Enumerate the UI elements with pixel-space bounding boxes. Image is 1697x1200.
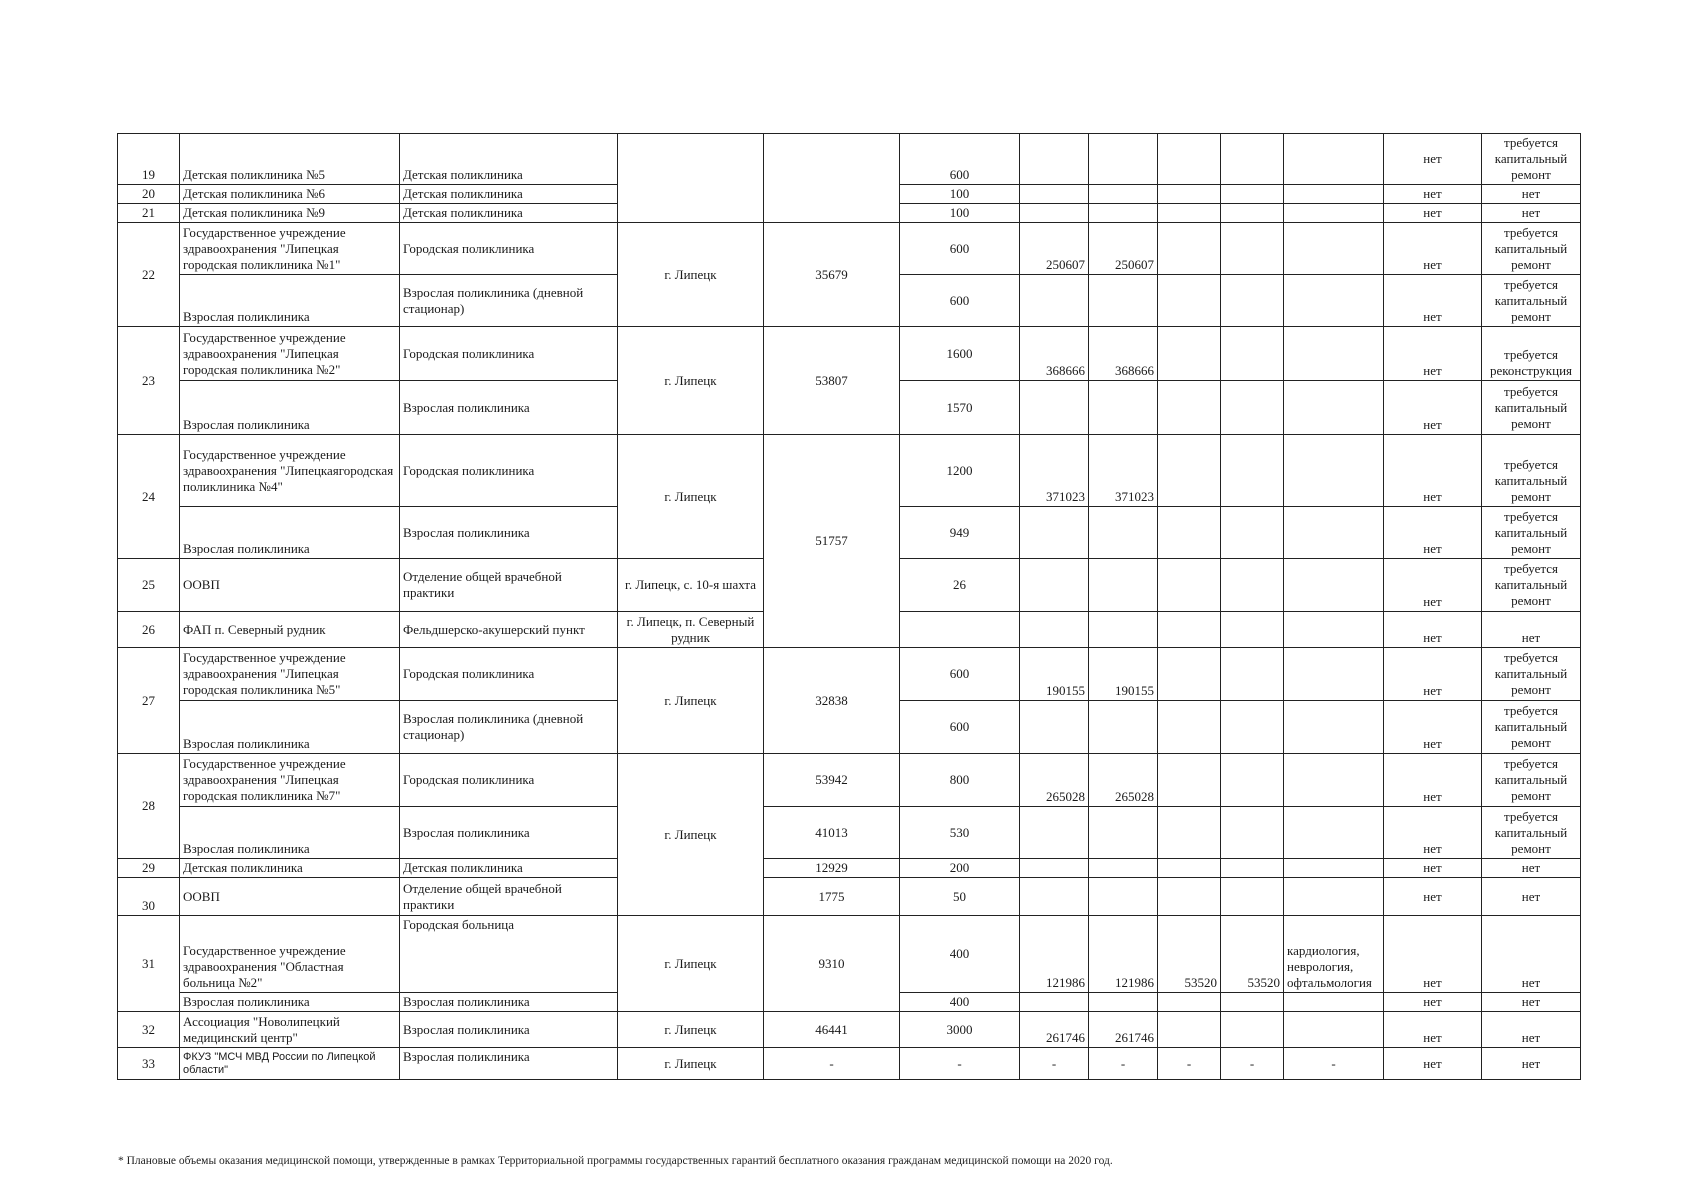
capacity-cell: 600 <box>900 223 1020 275</box>
locality-cell: г. Липецк, с. 10-я шахта <box>618 559 764 612</box>
population-cell <box>764 134 900 223</box>
need-cell: требуется реконструкция <box>1482 327 1581 381</box>
value-cell: 190155 <box>1020 648 1089 701</box>
table-row <box>118 1048 1581 1080</box>
row-number: 25 <box>118 559 180 612</box>
population-cell: 35679 <box>764 223 900 327</box>
facility-type: Взрослая поликлиника <box>400 807 618 859</box>
need-cell: требуется капитальный ремонт <box>1482 807 1581 859</box>
facility-type: Взрослая поликлиника <box>400 1012 618 1048</box>
table-row <box>118 859 1581 878</box>
facility-name: ФАП п. Северный рудник <box>180 612 400 648</box>
row-number: 21 <box>118 204 180 223</box>
need-cell: требуется капитальный ремонт <box>1482 223 1581 275</box>
value-cell: 53520 <box>1221 916 1284 993</box>
facility-name: Государственное учреждение здравоохранения "Липецкая городская поликлиника №1" <box>180 223 400 275</box>
capacity-cell: 1570 <box>900 381 1020 435</box>
population-cell: 9310 <box>764 916 900 1012</box>
service-cell: нет <box>1384 859 1482 878</box>
capacity-cell: 949 <box>900 507 1020 559</box>
facility-type: Взрослая поликлиника <box>400 381 618 435</box>
service-cell: нет <box>1384 807 1482 859</box>
row-number: 27 <box>118 648 180 754</box>
row-number: 31 <box>118 916 180 1012</box>
value-cell: - <box>1020 1048 1089 1080</box>
table-row <box>118 134 1581 185</box>
need-cell: нет <box>1482 878 1581 916</box>
capacity-cell: 100 <box>900 204 1020 223</box>
locality-cell: г. Липецк <box>618 1048 764 1080</box>
row-number: 20 <box>118 185 180 204</box>
locality-cell: г. Липецк <box>618 754 764 916</box>
facility-type: Детская поликлиника <box>400 185 618 204</box>
service-cell: нет <box>1384 559 1482 612</box>
row-number: 23 <box>118 327 180 435</box>
service-cell: нет <box>1384 916 1482 993</box>
capacity-cell: 26 <box>900 559 1020 612</box>
row-number: 30 <box>118 878 180 916</box>
service-cell: нет <box>1384 204 1482 223</box>
facility-type: Детская поликлиника <box>400 204 618 223</box>
facility-name: Государственное учреждение здравоохранения "Липецкая городская поликлиника №7" <box>180 754 400 807</box>
table-row <box>118 648 1581 701</box>
need-cell: требуется капитальный ремонт <box>1482 754 1581 807</box>
need-cell: нет <box>1482 185 1581 204</box>
service-cell: нет <box>1384 275 1482 327</box>
capacity-cell: 600 <box>900 701 1020 754</box>
service-cell: нет <box>1384 185 1482 204</box>
facility-name: ФКУЗ "МСЧ МВД России по Липецкой области" <box>180 1048 400 1080</box>
capacity-cell: 600 <box>900 648 1020 701</box>
service-cell: нет <box>1384 701 1482 754</box>
population-cell: 1775 <box>764 878 900 916</box>
service-cell: нет <box>1384 612 1482 648</box>
row-number: 29 <box>118 859 180 878</box>
row-number: 22 <box>118 223 180 327</box>
value-cell: 53520 <box>1158 916 1221 993</box>
facility-type: Городская поликлиника <box>400 435 618 507</box>
facility-name: ООВП <box>180 878 400 916</box>
need-cell: требуется капитальный ремонт <box>1482 134 1581 185</box>
profile-cell: - <box>1284 1048 1384 1080</box>
value-cell: 371023 <box>1020 435 1089 507</box>
facility-type: Отделение общей врачебной практики <box>400 559 618 612</box>
medical-facilities-table <box>117 133 1581 1080</box>
need-cell: требуется капитальный ремонт <box>1482 648 1581 701</box>
value-cell: 121986 <box>1089 916 1158 993</box>
facility-name: Взрослая поликлиника <box>180 701 400 754</box>
capacity-cell: 50 <box>900 878 1020 916</box>
register-table-container <box>117 133 1581 1080</box>
facility-type: Городская поликлиника <box>400 754 618 807</box>
facility-name: Взрослая поликлиника <box>180 507 400 559</box>
locality-cell: г. Липецк <box>618 916 764 1012</box>
service-cell: нет <box>1384 1048 1482 1080</box>
population-cell: 41013 <box>764 807 900 859</box>
footnote: * Плановые объемы оказания медицинской помощи, утвержденные в рамках Территориальной программы государственных гарантий бесплатного оказания гражданам медицинской помощи на 2020 год. <box>118 1155 1113 1167</box>
facility-type: Взрослая поликлиника (дневной стационар) <box>400 275 618 327</box>
facility-type: Городская поликлиника <box>400 327 618 381</box>
need-cell: требуется капитальный ремонт <box>1482 435 1581 507</box>
facility-type: Взрослая поликлиника (дневной стационар) <box>400 701 618 754</box>
population-cell: 53807 <box>764 327 900 435</box>
facility-name: Взрослая поликлиника <box>180 993 400 1012</box>
need-cell: требуется капитальный ремонт <box>1482 701 1581 754</box>
capacity-cell: 400 <box>900 993 1020 1012</box>
facility-type: Городская поликлиника <box>400 648 618 701</box>
value-cell: - <box>1158 1048 1221 1080</box>
need-cell: нет <box>1482 204 1581 223</box>
facility-name: Взрослая поликлиника <box>180 275 400 327</box>
facility-type: Взрослая поликлиника <box>400 993 618 1012</box>
capacity-cell: 800 <box>900 754 1020 807</box>
service-cell: нет <box>1384 223 1482 275</box>
facility-type: Детская поликлиника <box>400 134 618 185</box>
row-number: 26 <box>118 612 180 648</box>
facility-name: Детская поликлиника <box>180 859 400 878</box>
capacity-cell: 1600 <box>900 327 1020 381</box>
table-row <box>118 878 1581 916</box>
facility-name: Взрослая поликлиника <box>180 381 400 435</box>
table-row <box>118 1012 1581 1048</box>
service-cell: нет <box>1384 754 1482 807</box>
capacity-cell: 600 <box>900 275 1020 327</box>
capacity-cell: 3000 <box>900 1012 1020 1048</box>
service-cell: нет <box>1384 134 1482 185</box>
table-row <box>118 916 1581 993</box>
population-cell: 12929 <box>764 859 900 878</box>
facility-name: Государственное учреждение здравоохранения "Липецкая городская поликлиника №5" <box>180 648 400 701</box>
capacity-cell: 600 <box>900 134 1020 185</box>
service-cell: нет <box>1384 327 1482 381</box>
table-row <box>118 327 1581 381</box>
locality-cell: г. Липецк <box>618 223 764 327</box>
capacity-cell: 400 <box>900 916 1020 993</box>
population-cell: 32838 <box>764 648 900 754</box>
service-cell: нет <box>1384 381 1482 435</box>
population-cell: 46441 <box>764 1012 900 1048</box>
row-number: 33 <box>118 1048 180 1080</box>
row-number: 24 <box>118 435 180 559</box>
need-cell: нет <box>1482 859 1581 878</box>
need-cell: требуется капитальный ремонт <box>1482 381 1581 435</box>
service-cell: нет <box>1384 507 1482 559</box>
capacity-cell: 200 <box>900 859 1020 878</box>
locality-cell <box>618 134 764 223</box>
facility-name: Ассоциация "Новолипецкий медицинский центр" <box>180 1012 400 1048</box>
need-cell: нет <box>1482 1048 1581 1080</box>
value-cell: 190155 <box>1089 648 1158 701</box>
facility-name: Детская поликлиника №5 <box>180 134 400 185</box>
facility-type: Взрослая поликлиника <box>400 507 618 559</box>
value-cell: 265028 <box>1089 754 1158 807</box>
table-row <box>118 754 1581 807</box>
value-cell: 368666 <box>1020 327 1089 381</box>
capacity-cell: 100 <box>900 185 1020 204</box>
facility-name: Государственное учреждение здравоохранения "Областная больница №2" <box>180 916 400 993</box>
locality-cell: г. Липецк <box>618 327 764 435</box>
locality-cell: г. Липецк <box>618 648 764 754</box>
locality-cell: г. Липецк <box>618 1012 764 1048</box>
need-cell: нет <box>1482 916 1581 993</box>
value-cell: 250607 <box>1089 223 1158 275</box>
need-cell: нет <box>1482 612 1581 648</box>
need-cell: требуется капитальный ремонт <box>1482 275 1581 327</box>
population-cell: 51757 <box>764 435 900 648</box>
need-cell: требуется капитальный ремонт <box>1482 559 1581 612</box>
value-cell: - <box>1221 1048 1284 1080</box>
value-cell: 265028 <box>1020 754 1089 807</box>
row-number: 28 <box>118 754 180 859</box>
population-cell: - <box>764 1048 900 1080</box>
value-cell: 368666 <box>1089 327 1158 381</box>
service-cell: нет <box>1384 993 1482 1012</box>
capacity-cell: 530 <box>900 807 1020 859</box>
capacity-cell: - <box>900 1048 1020 1080</box>
facility-name: ООВП <box>180 559 400 612</box>
profile-cell: кардиология, неврология, офтальмология <box>1284 916 1384 993</box>
locality-cell: г. Липецк, п. Северный рудник <box>618 612 764 648</box>
table-row <box>118 807 1581 859</box>
service-cell: нет <box>1384 648 1482 701</box>
service-cell: нет <box>1384 435 1482 507</box>
facility-type: Городская поликлиника <box>400 223 618 275</box>
need-cell: нет <box>1482 1012 1581 1048</box>
row-number: 19 <box>118 134 180 185</box>
service-cell: нет <box>1384 1012 1482 1048</box>
table-row <box>118 435 1581 507</box>
locality-cell: г. Липецк <box>618 435 764 559</box>
facility-type: Фельдшерско-акушерский пункт <box>400 612 618 648</box>
facility-name: Детская поликлиника №9 <box>180 204 400 223</box>
value-cell: - <box>1089 1048 1158 1080</box>
table-row <box>118 223 1581 275</box>
facility-type: Взрослая поликлиника <box>400 1048 618 1080</box>
value-cell: 250607 <box>1020 223 1089 275</box>
need-cell: требуется капитальный ремонт <box>1482 507 1581 559</box>
row-number: 32 <box>118 1012 180 1048</box>
facility-name: Взрослая поликлиника <box>180 807 400 859</box>
facility-name: Государственное учреждение здравоохранения "Липецкая городская поликлиника №2" <box>180 327 400 381</box>
facility-type: Отделение общей врачебной практики <box>400 878 618 916</box>
facility-type: Детская поликлиника <box>400 859 618 878</box>
facility-type: Городская больница <box>400 916 618 993</box>
facility-name: Государственное учреждение здравоохранения "Липецкаягородская поликлиника №4" <box>180 435 400 507</box>
capacity-cell: 1200 <box>900 435 1020 507</box>
facility-name: Детская поликлиника №6 <box>180 185 400 204</box>
value-cell: 261746 <box>1020 1012 1089 1048</box>
service-cell: нет <box>1384 878 1482 916</box>
value-cell: 121986 <box>1020 916 1089 993</box>
value-cell: 261746 <box>1089 1012 1158 1048</box>
need-cell: нет <box>1482 993 1581 1012</box>
value-cell: 371023 <box>1089 435 1158 507</box>
population-cell: 53942 <box>764 754 900 807</box>
